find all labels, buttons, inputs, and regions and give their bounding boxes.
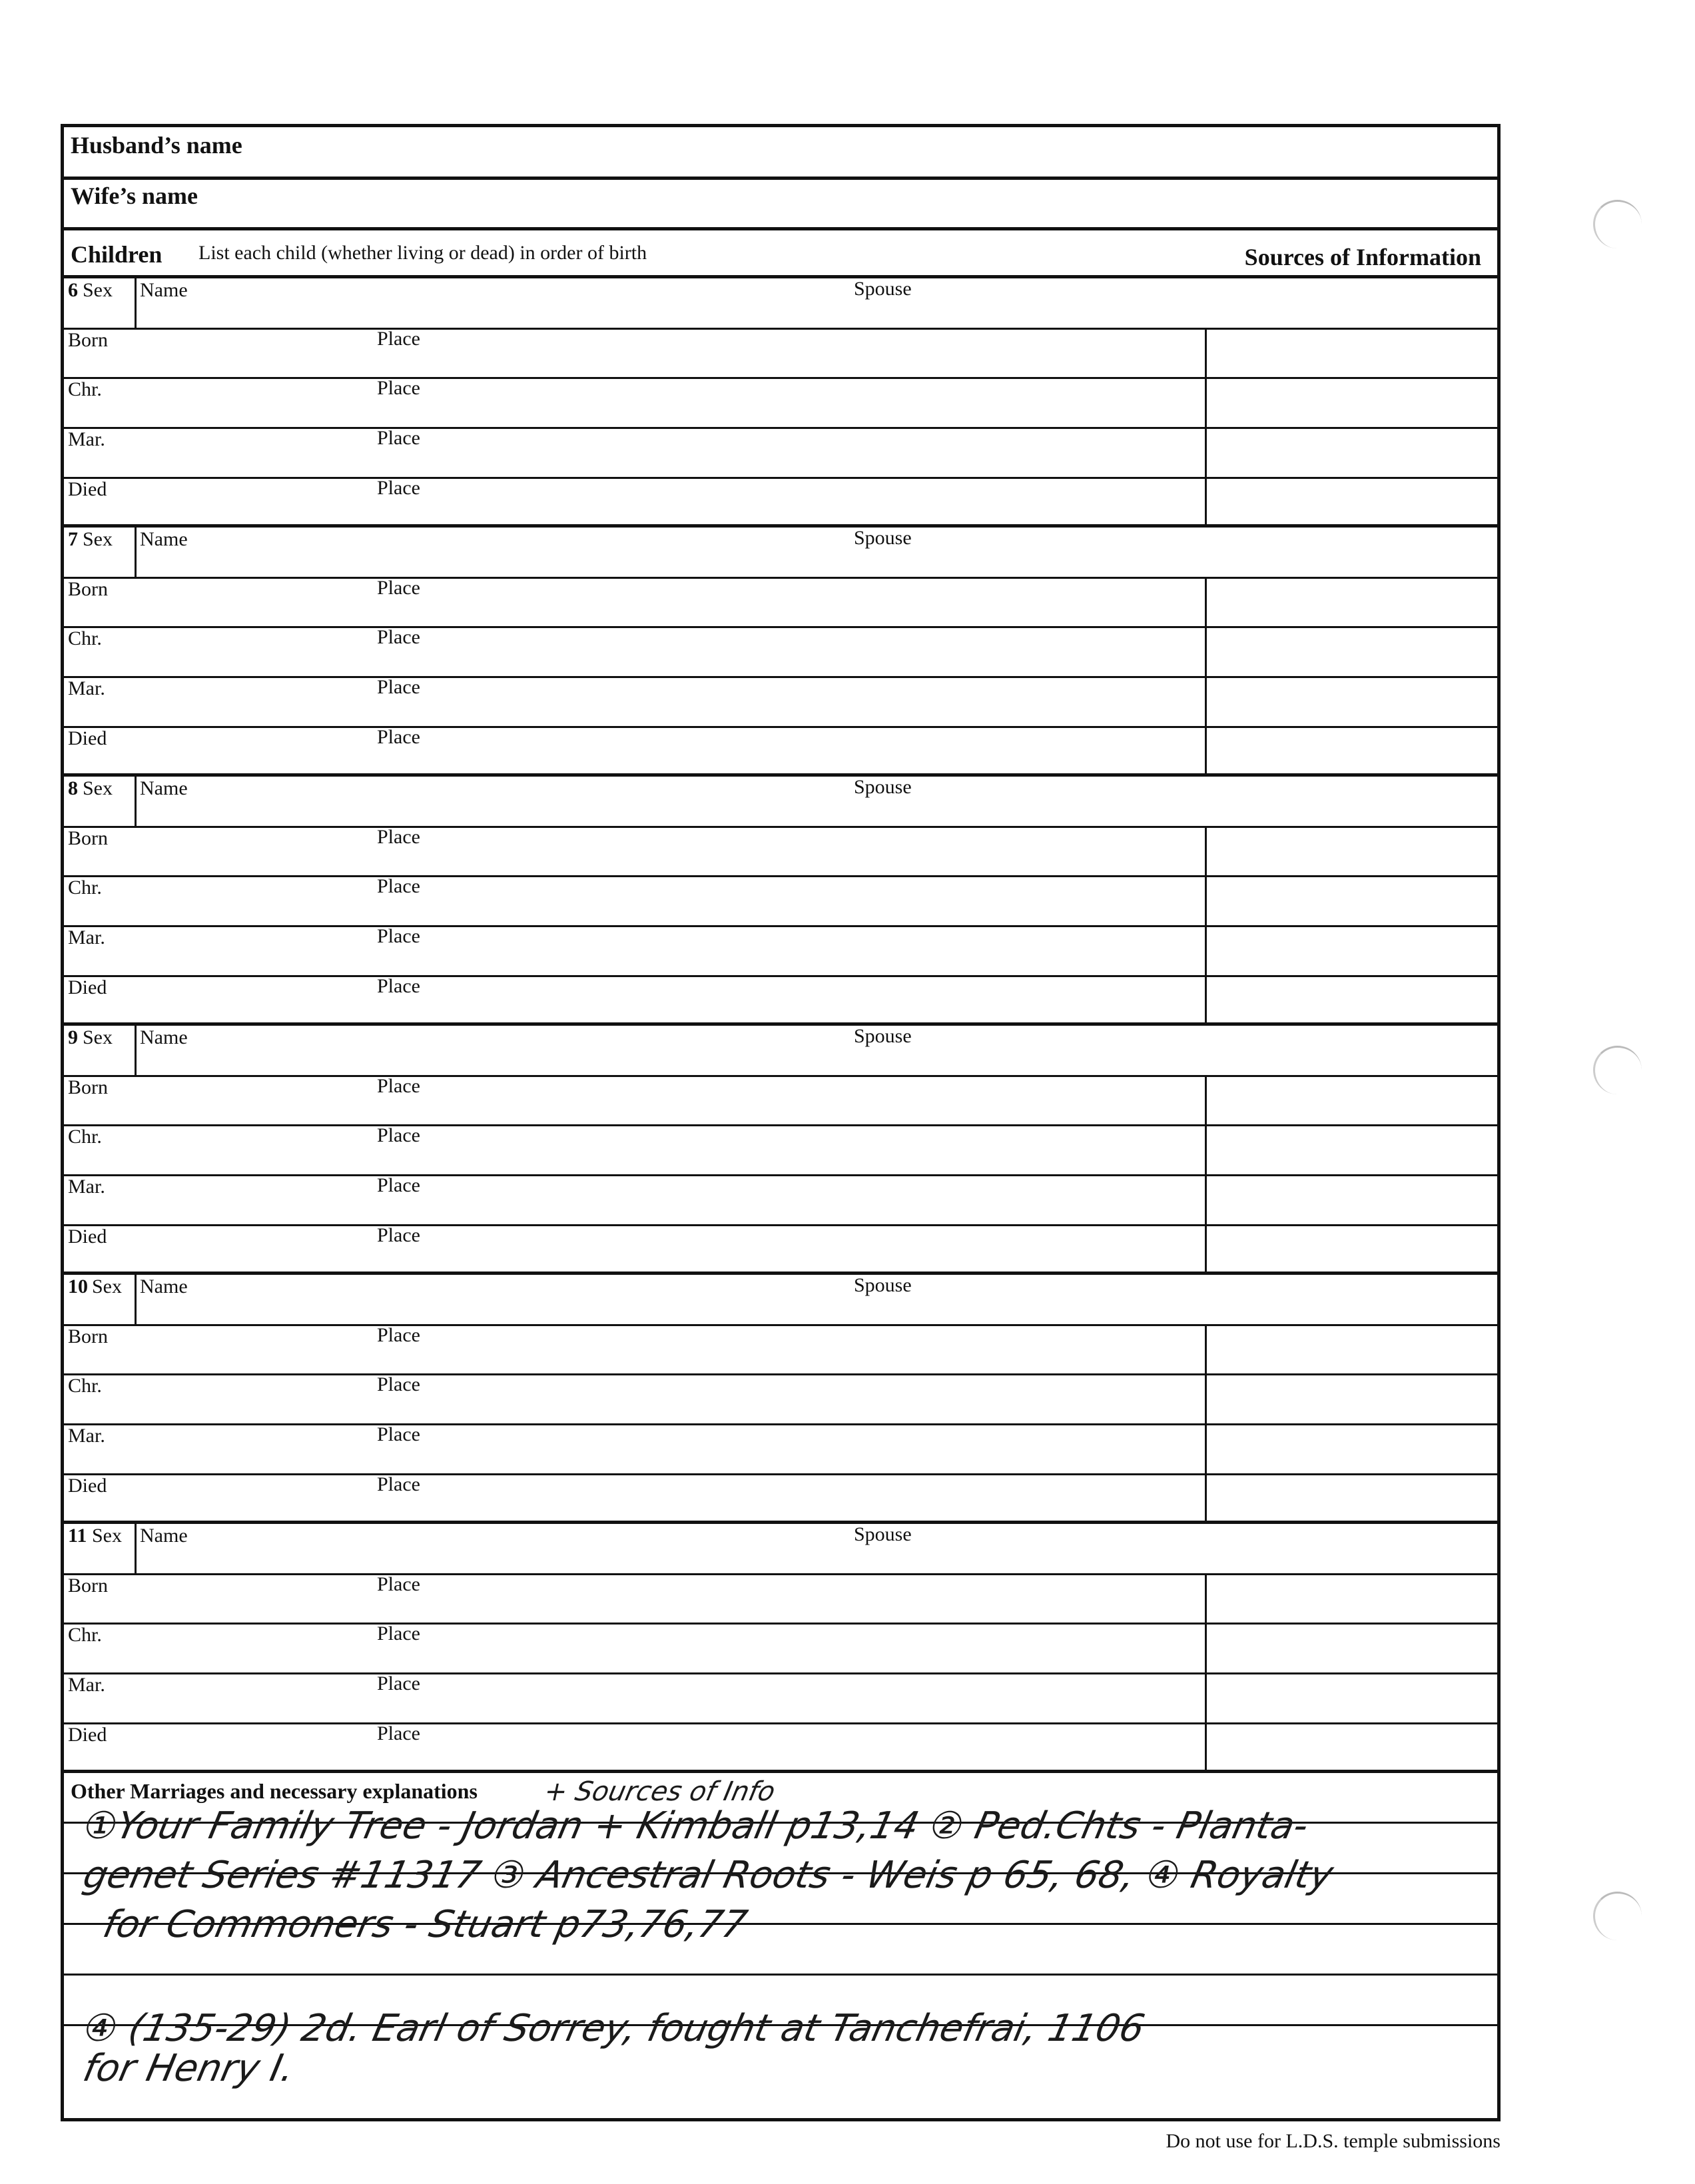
chr-label: Chr. (68, 1375, 102, 1397)
child-name-row[interactable] (64, 1274, 1497, 1324)
place-label: Place (377, 1672, 420, 1695)
born-label: Born (68, 1574, 108, 1597)
place-label: Place (377, 725, 420, 748)
child-mar-row[interactable] (64, 1174, 1497, 1224)
handwritten-note-line: for Commoners - Stuart p73,76,77 (99, 1903, 751, 1946)
child-block (64, 1274, 1497, 1523)
place-label: Place (377, 1473, 420, 1495)
place-label: Place (377, 1373, 420, 1396)
child-chr-row[interactable] (64, 875, 1497, 925)
chr-label: Chr. (68, 1624, 102, 1646)
name-label: Name (140, 528, 188, 550)
place-label: Place (377, 576, 420, 599)
child-mar-row[interactable] (64, 1672, 1497, 1722)
place-label: Place (377, 925, 420, 948)
child-born-row[interactable] (64, 1075, 1497, 1125)
child-number: 7 (68, 528, 78, 550)
name-label: Name (140, 1275, 188, 1297)
child-born-row[interactable] (64, 1324, 1497, 1374)
died-label: Died (68, 727, 107, 749)
child-born-row[interactable] (64, 1573, 1497, 1623)
spouse-label: Spouse (854, 1274, 912, 1296)
died-label: Died (68, 976, 107, 998)
child-died-row[interactable] (64, 1473, 1497, 1523)
died-label: Died (68, 1225, 107, 1248)
divider (64, 1770, 1497, 1773)
child-number: 9 (68, 1026, 78, 1048)
child-mar-row[interactable] (64, 1423, 1497, 1473)
name-label: Name (140, 1026, 188, 1048)
children-instruction: List each child (whether living or dead) in order of birth (198, 242, 647, 264)
handwritten-note-line: ④ (135-29) 2d. Earl of Sorrey, fought at Tanchefrai, 1106 (79, 2007, 1149, 2050)
child-block (64, 527, 1497, 776)
child-died-row[interactable] (64, 1722, 1497, 1772)
chr-label: Chr. (68, 378, 102, 401)
place-label: Place (377, 1423, 420, 1446)
husband-row[interactable] (64, 127, 1497, 177)
child-chr-row[interactable] (64, 377, 1497, 427)
child-mar-row[interactable] (64, 925, 1497, 975)
child-block (64, 776, 1497, 1025)
child-born-row[interactable] (64, 826, 1497, 876)
sex-box-divider (135, 527, 137, 577)
child-born-row[interactable] (64, 577, 1497, 627)
punch-hole (1593, 200, 1642, 248)
mar-label: Mar. (68, 1176, 105, 1198)
handwritten-note-line: for Henry I. (79, 2047, 299, 2090)
wife-name-label: Wife’s name (71, 182, 198, 209)
children-header (64, 228, 1497, 276)
place-label: Place (377, 676, 420, 699)
child-number: 6 (68, 279, 78, 301)
place-label: Place (377, 1323, 420, 1346)
chr-label: Chr. (68, 1126, 102, 1148)
place-label: Place (377, 1623, 420, 1645)
place-label: Place (377, 1722, 420, 1744)
place-label: Place (377, 377, 420, 400)
died-label: Died (68, 1723, 107, 1746)
born-label: Born (68, 1325, 108, 1347)
child-born-row[interactable] (64, 328, 1497, 378)
child-chr-row[interactable] (64, 1124, 1497, 1174)
place-label: Place (377, 427, 420, 450)
born-label: Born (68, 827, 108, 849)
sex-label: Sex (83, 279, 113, 301)
sex-label: Sex (83, 1026, 113, 1048)
writing-line (64, 1974, 1497, 1976)
place-label: Place (377, 825, 420, 848)
child-chr-row[interactable] (64, 1623, 1497, 1672)
child-name-row[interactable] (64, 1523, 1497, 1573)
died-label: Died (68, 1474, 107, 1497)
wife-row[interactable] (64, 178, 1497, 226)
place-label: Place (377, 626, 420, 649)
child-died-row[interactable] (64, 975, 1497, 1025)
sex-box-divider (135, 1274, 137, 1324)
other-marriages-label: Other Marriages and necessary explanations (71, 1779, 478, 1803)
children-label: Children (71, 241, 163, 268)
child-name-row[interactable] (64, 527, 1497, 577)
spouse-label: Spouse (854, 776, 912, 798)
handwritten-label-addition: + Sources of Info (541, 1776, 778, 1807)
sex-box-divider (135, 776, 137, 826)
family-group-form (61, 124, 1501, 2121)
mar-label: Mar. (68, 1425, 105, 1447)
child-died-row[interactable] (64, 477, 1497, 527)
mar-label: Mar. (68, 1674, 105, 1696)
child-number: 10 (68, 1275, 88, 1297)
sex-label: Sex (92, 1525, 122, 1547)
place-label: Place (377, 1573, 420, 1595)
child-number: 8 (68, 777, 78, 799)
child-died-row[interactable] (64, 726, 1497, 776)
mar-label: Mar. (68, 428, 105, 451)
place-label: Place (377, 1074, 420, 1097)
place-label: Place (377, 327, 420, 350)
place-label: Place (377, 476, 420, 499)
name-label: Name (140, 1525, 188, 1547)
child-block (64, 278, 1497, 527)
died-label: Died (68, 478, 107, 500)
child-name-row[interactable] (64, 278, 1497, 328)
sources-of-information-label: Sources of Information (1244, 244, 1481, 270)
sex-box-divider (135, 1523, 137, 1573)
mar-label: Mar. (68, 677, 105, 700)
place-label: Place (377, 1124, 420, 1147)
place-label: Place (377, 875, 420, 898)
sex-box-divider (135, 278, 137, 328)
place-label: Place (377, 1224, 420, 1246)
child-block (64, 1523, 1497, 1772)
child-name-row[interactable] (64, 776, 1497, 826)
sex-label: Sex (83, 528, 113, 550)
child-chr-row[interactable] (64, 1373, 1497, 1423)
spouse-label: Spouse (854, 1523, 912, 1545)
child-died-row[interactable] (64, 1224, 1497, 1274)
chr-label: Chr. (68, 877, 102, 899)
mar-label: Mar. (68, 926, 105, 949)
born-label: Born (68, 1076, 108, 1098)
child-mar-row[interactable] (64, 427, 1497, 477)
name-label: Name (140, 777, 188, 799)
chr-label: Chr. (68, 627, 102, 650)
footer-note: Do not use for L.D.S. temple submissions (1166, 2130, 1501, 2152)
spouse-label: Spouse (854, 527, 912, 549)
born-label: Born (68, 328, 108, 351)
punch-hole (1593, 1046, 1642, 1094)
child-block (64, 1025, 1497, 1274)
sex-label: Sex (83, 777, 113, 799)
sex-box-divider (135, 1025, 137, 1075)
child-mar-row[interactable] (64, 676, 1497, 726)
child-name-row[interactable] (64, 1025, 1497, 1075)
notes-section (64, 1772, 1497, 2118)
place-label: Place (377, 974, 420, 997)
punch-hole (1593, 1892, 1642, 1940)
sex-label: Sex (92, 1275, 122, 1297)
child-number: 11 (68, 1525, 87, 1547)
handwritten-note-line: ①Your Family Tree - Jordan + Kimball p13,14 ② Ped.Chts - Planta- (79, 1804, 1313, 1848)
name-label: Name (140, 279, 188, 301)
spouse-label: Spouse (854, 278, 912, 300)
child-chr-row[interactable] (64, 626, 1497, 676)
handwritten-note-line: genet Series #11317 ③ Ancestral Roots - Weis p 65, 68, ④ Royalty (79, 1854, 1337, 1897)
place-label: Place (377, 1174, 420, 1197)
husband-name-label: Husband’s name (71, 132, 242, 159)
born-label: Born (68, 577, 108, 600)
spouse-label: Spouse (854, 1025, 912, 1047)
